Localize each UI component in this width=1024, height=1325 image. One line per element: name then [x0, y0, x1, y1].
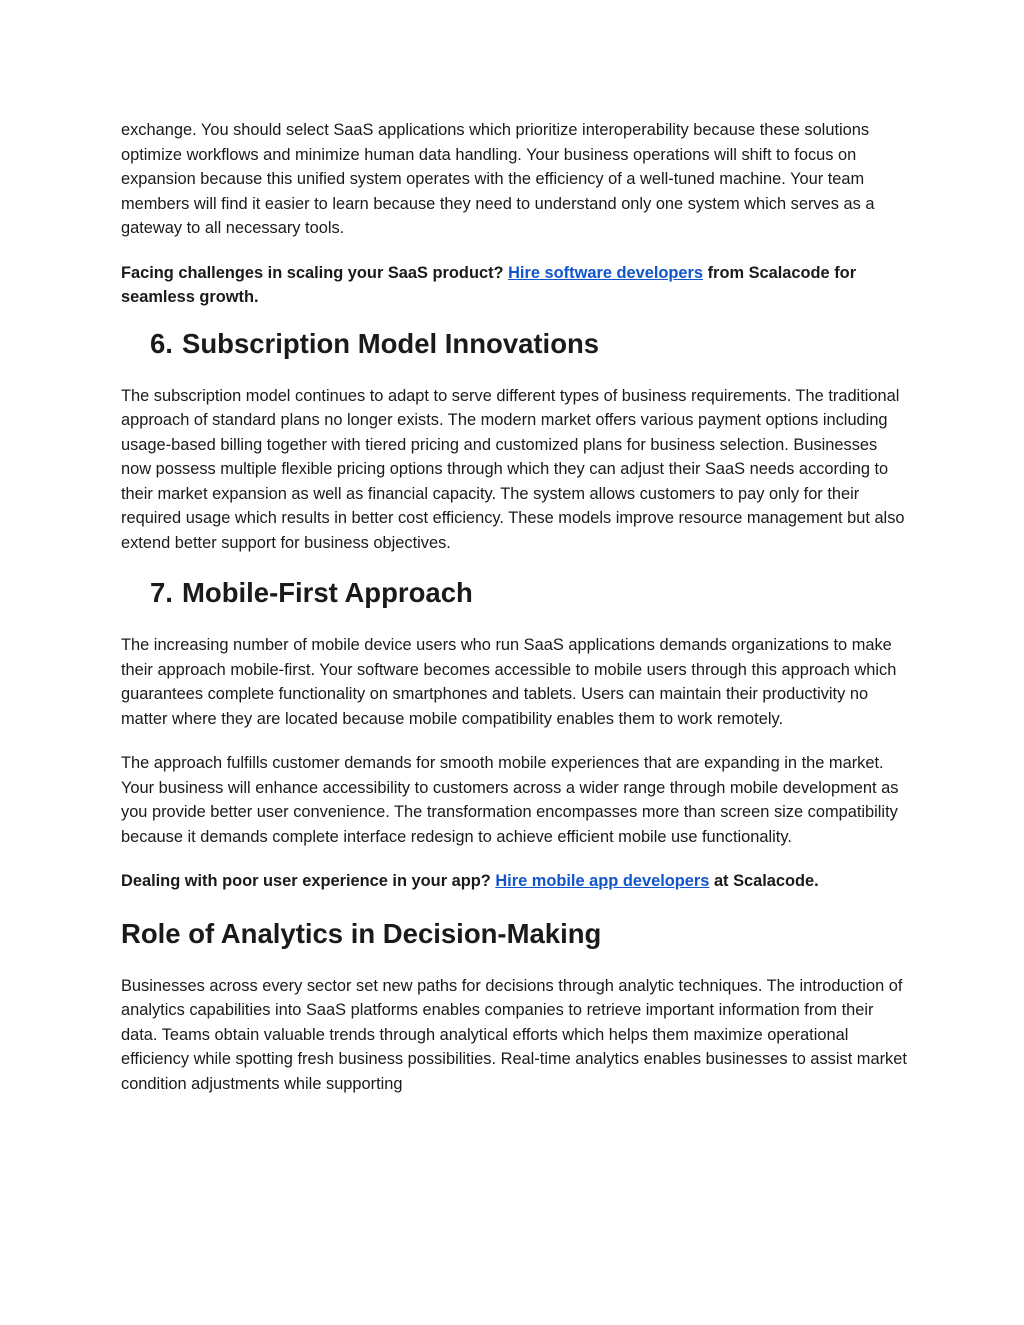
heading-title: Mobile-First Approach [182, 577, 473, 608]
cta-text-before: Facing challenges in scaling your SaaS product? [121, 263, 509, 282]
mobile-first-paragraph-1: The increasing number of mobile device users who run SaaS applications demands organizations to make their approach mobile-first. Your software becomes accessible to mobile users through this approach which guarantees complete functionality on smartphones and tablets. Users can maintain their productivity no matter where they are located because mobile compatibility enables them to work remotely. [121, 636, 897, 728]
heading-number: 6. [150, 327, 173, 359]
cta-text-after: from Scalacode for seamless growth. [121, 263, 857, 306]
cta-text-before: Dealing with poor user experience in your app? [121, 872, 496, 890]
heading-subscription-model [121, 326, 911, 362]
document-page [121, 118, 911, 1116]
mobile-first-paragraph-2: The approach fulfills customer demands for smooth mobile experiences that are expanding in the market. Your business will enhance accessibility to customers across a wider range through mobile development as you provide better user convenience. The transformation encompasses more than screen size compatibility because it demands complete interface redesign to achieve efficient mobile use functionality. [121, 754, 899, 846]
cta-hire-software-developers [121, 261, 911, 310]
heading-analytics: Role of Analytics in Decision-Making [121, 917, 602, 949]
heading-mobile-first [121, 575, 911, 611]
cta-text-after: at Scalacode. [709, 872, 819, 890]
analytics-paragraph: Businesses across every sector set new paths for decisions through analytic techniques. The introduction of analytics capabilities into SaaS platforms enables companies to retrieve important information from their data. Teams obtain valuable trends through analytical efforts which helps them maximize operational efficiency while spotting fresh business possibilities. Real-time analytics enables businesses to assist market condition adjustments while supporting [121, 976, 907, 1093]
hire-mobile-app-developers-link[interactable]: Hire mobile app developers [495, 872, 710, 890]
cta-hire-mobile-app-developers [121, 869, 911, 894]
hire-software-developers-link[interactable]: Hire software developers [508, 263, 704, 282]
heading-number: 7. [150, 577, 173, 608]
intro-paragraph: exchange. You should select SaaS applications which prioritize interoperability because these solutions optimize workflows and minimize human data handling. Your business operations will shift to focus on expansion because this unified system operates with the efficiency of a well-tuned machine. Your team members will find it easier to learn because they need to understand only one system which serves as a gateway to all necessary tools. [121, 121, 875, 237]
subscription-paragraph: The subscription model continues to adapt to serve different types of business requirements. The traditional approach of standard plans no longer exists. The modern market offers various payment options including usage-based billing together with tiered pricing and customized plans for business selection. Businesses now possess multiple flexible pricing options through which they can adjust their SaaS needs according to their market expansion as well as financial capacity. The system allows customers to pay only for their required usage which results in better cost efficiency. These models improve resource management but also extend better support for business objectives. [121, 386, 905, 552]
heading-title: Subscription Model Innovations [182, 327, 600, 359]
